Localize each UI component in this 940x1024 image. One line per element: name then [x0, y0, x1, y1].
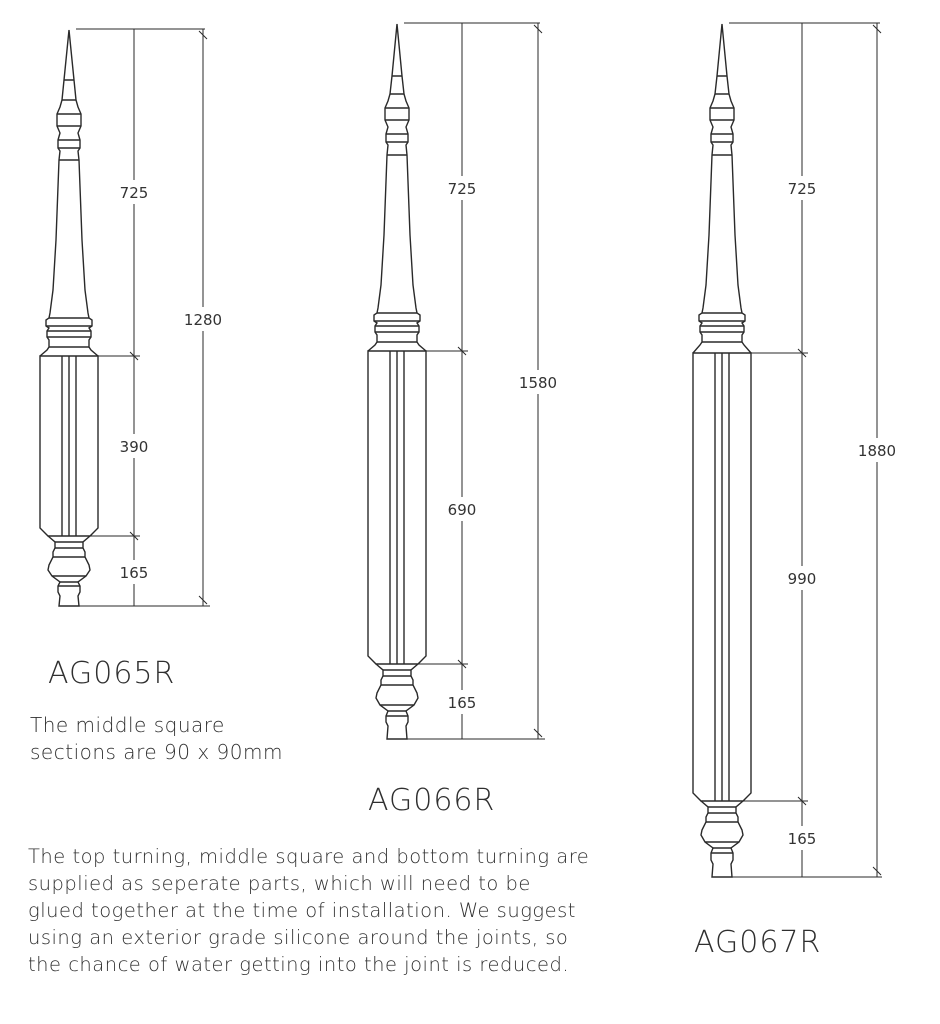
- post-ag066r-top-turning: [368, 24, 426, 351]
- post-ag067r-dimensions: [729, 23, 904, 877]
- post-ag066r-middle-square: [368, 351, 426, 664]
- post-ag067r-bottom-dimension: 165: [787, 830, 817, 848]
- post-ag066r-dimensions: [404, 23, 565, 739]
- post-ag065r-middle-square: [40, 356, 98, 536]
- installation-paragraph-line: The top turning, middle square and bottom turning are: [28, 845, 590, 868]
- post-ag066r-middle-dimension: 690: [447, 501, 477, 519]
- post-ag067r: [693, 24, 751, 877]
- installation-paragraph: [28, 843, 589, 978]
- post-ag066r: [368, 24, 426, 739]
- post-ag065r-bottom-turning: [48, 536, 90, 606]
- post-ag065r-middle-dimension: 390: [119, 438, 149, 456]
- post-ag066r-bottom-turning: [376, 664, 418, 739]
- installation-paragraph-line: using an exterior grade silicone around the joints, so: [28, 926, 569, 949]
- post-ag067r-total-dimension: 1880: [857, 442, 897, 460]
- post-ag067r-top-dimension: 725: [787, 180, 817, 198]
- section-size-note: [30, 712, 283, 766]
- post-ag065r-dimensions: [76, 29, 228, 606]
- installation-paragraph-line: glued together at the time of installation. We suggest: [28, 899, 576, 922]
- post-ag065r-top-turning: [40, 30, 98, 356]
- post-ag066r-bottom-dimension: 165: [447, 694, 477, 712]
- post-ag066r-top-dimension: 725: [447, 180, 477, 198]
- post-ag066r-code: AG066R: [368, 783, 496, 818]
- post-ag067r-top-turning: [693, 24, 751, 353]
- post-ag066r-total-dimension: 1580: [518, 374, 558, 392]
- post-ag065r-total-dimension: 1280: [183, 311, 223, 329]
- post-ag065r: [40, 30, 98, 606]
- post-ag065r-top-dimension: 725: [119, 184, 149, 202]
- installation-paragraph-line: the chance of water getting into the joint is reduced.: [28, 953, 570, 976]
- installation-paragraph-line: supplied as seperate parts, which will need to be: [28, 872, 531, 895]
- post-ag067r-bottom-turning: [701, 801, 743, 877]
- section-size-note-line: sections are 90 x 90mm: [30, 740, 283, 764]
- post-ag067r-code: AG067R: [694, 925, 822, 960]
- post-ag067r-middle-dimension: 990: [787, 570, 817, 588]
- post-ag067r-middle-square: [693, 353, 751, 801]
- post-ag065r-bottom-dimension: 165: [119, 564, 149, 582]
- section-size-note-line: The middle square: [30, 713, 225, 737]
- post-ag065r-code: AG065R: [48, 656, 176, 691]
